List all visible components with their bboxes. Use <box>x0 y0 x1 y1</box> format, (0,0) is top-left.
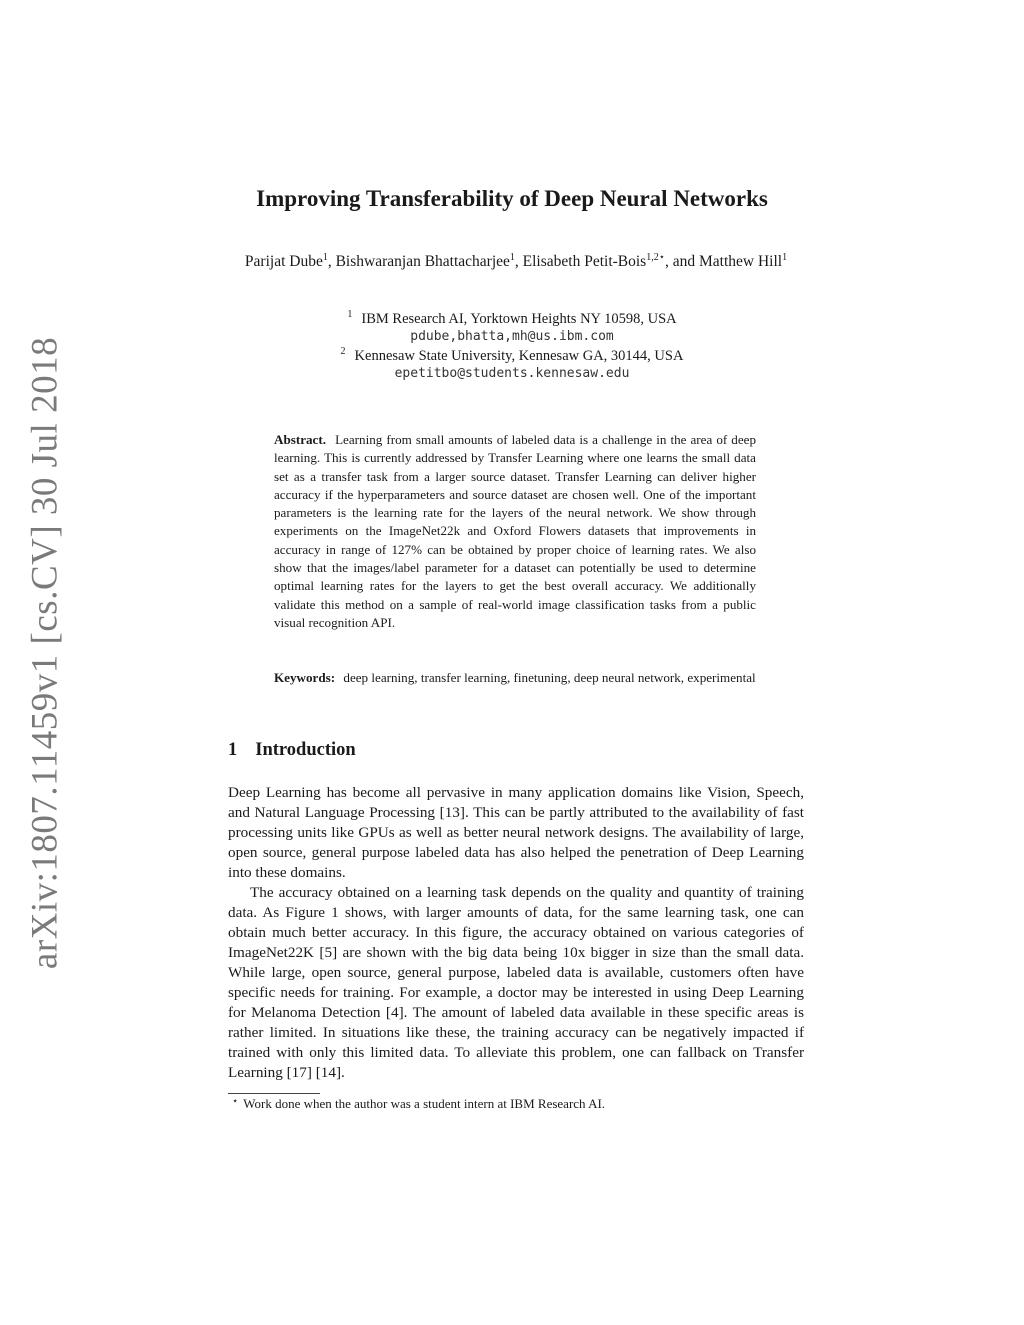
keywords-text: deep learning, transfer learning, finetuning, deep neural network, experimental <box>343 670 756 685</box>
section-heading <box>228 740 356 761</box>
footnote-rule <box>228 1093 320 1094</box>
arxiv-identifier: arXiv:1807.11459v1 [cs.CV] 30 Jul 2018 <box>24 336 66 970</box>
section-number: 1 <box>228 740 238 760</box>
body-paragraph-2: The accuracy obtained on a learning task depends on the quality and quantity of training data. As Figure 1 shows, with larger amounts of data, for the same learning task, one can obtain much better accuracy. In this figure, the accuracy obtained on various categories of ImageNet22K [5] are shown with the big data being 10x bigger in size than the small data. While large, open source, general purpose, labeled data is available, customers often have specific needs for training. For example, a doctor may be interested in using Deep Learning for Melanoma Detection [4]. The amount of labeled data available in these specific areas is rather limited. In situations like these, the training accuracy can be negatively impacted if trained with only this limited data. To alleviate this problem, one can fallback on Transfer Learning [17] [14]. <box>228 884 804 1081</box>
arxiv-side-stamp <box>23 336 67 970</box>
affiliation-email-2: epetitbo@students.kennesaw.edu <box>394 366 630 381</box>
footnote <box>232 1096 804 1112</box>
affiliation-mark: 2 <box>340 346 346 357</box>
author-affil-mark: 1,2⋆ <box>646 252 665 263</box>
abstract <box>274 431 756 632</box>
paper-title: Improving Transferability of Deep Neural Networks <box>256 186 768 211</box>
affiliation-1 <box>0 309 1024 328</box>
abstract-label: Abstract. <box>274 432 326 447</box>
author-name: Elisabeth Petit-Bois <box>522 253 647 270</box>
author-affil-mark: 1 <box>509 252 515 263</box>
affiliation-email-1: pdube,bhatta,mh@us.ibm.com <box>410 329 614 344</box>
footnote-mark: ⋆ <box>232 1096 239 1107</box>
affiliation-2 <box>0 346 1024 365</box>
affiliation-name: IBM Research AI, Yorktown Heights NY 10598, USA <box>361 311 677 327</box>
footnote-text: Work done when the author was a student intern at IBM Research AI. <box>243 1096 606 1111</box>
affiliation-mark: 1 <box>347 309 353 320</box>
keywords-label: Keywords: <box>274 670 336 685</box>
author-name: and Matthew Hill <box>672 253 783 270</box>
abstract-text: Learning from small amounts of labeled data is a challenge in the area of deep learning. This is currently addressed by Transfer Learning where one learns the small data set as a transfer task from a larger source dataset. Transfer Learning can deliver higher accuracy if the hyperparameters and source dataset are chosen well. One of the important parameters is the learning rate for the layers of the neural network. We show through experiments on the ImageNet22k and Oxford Flowers datasets that improvements in accuracy in range of 127% can be obtained by proper choice of learning rates. We also show that the images/label parameter for a dataset can potentially be used to determine optimal learning rates for the layers to get the best overall accuracy. We additionally validate this method on a sample of real-world image classification tasks from a public visual recognition API. <box>274 432 757 630</box>
affiliation-name: Kennesaw State University, Kennesaw GA, 30144, USA <box>354 348 684 364</box>
author-affil-mark: 1 <box>782 252 788 263</box>
author-affil-mark: 1 <box>322 252 328 263</box>
author-name: Bishwaranjan Bhattacharjee <box>335 253 510 270</box>
body-paragraph-1: Deep Learning has become all pervasive in many application domains like Vision, Speech, and Natural Language Processing [13]. This can be partly attributed to the availability of fast processing units like GPUs as well as better neural network designs. The availability of large, open source, general purpose labeled data has also helped the penetration of Deep Learning into these domains. <box>228 784 804 881</box>
section-title: Introduction <box>255 740 356 760</box>
author-name: Parijat Dube <box>244 253 323 270</box>
author-list: Parijat Dube$^1$, Bishwaranjan Bhattacharjee$^1$, Elisabeth Petit-Bois$^{1,2⋆}$, and Matthew Hill$^1$ <box>244 252 788 270</box>
keywords <box>274 669 756 687</box>
